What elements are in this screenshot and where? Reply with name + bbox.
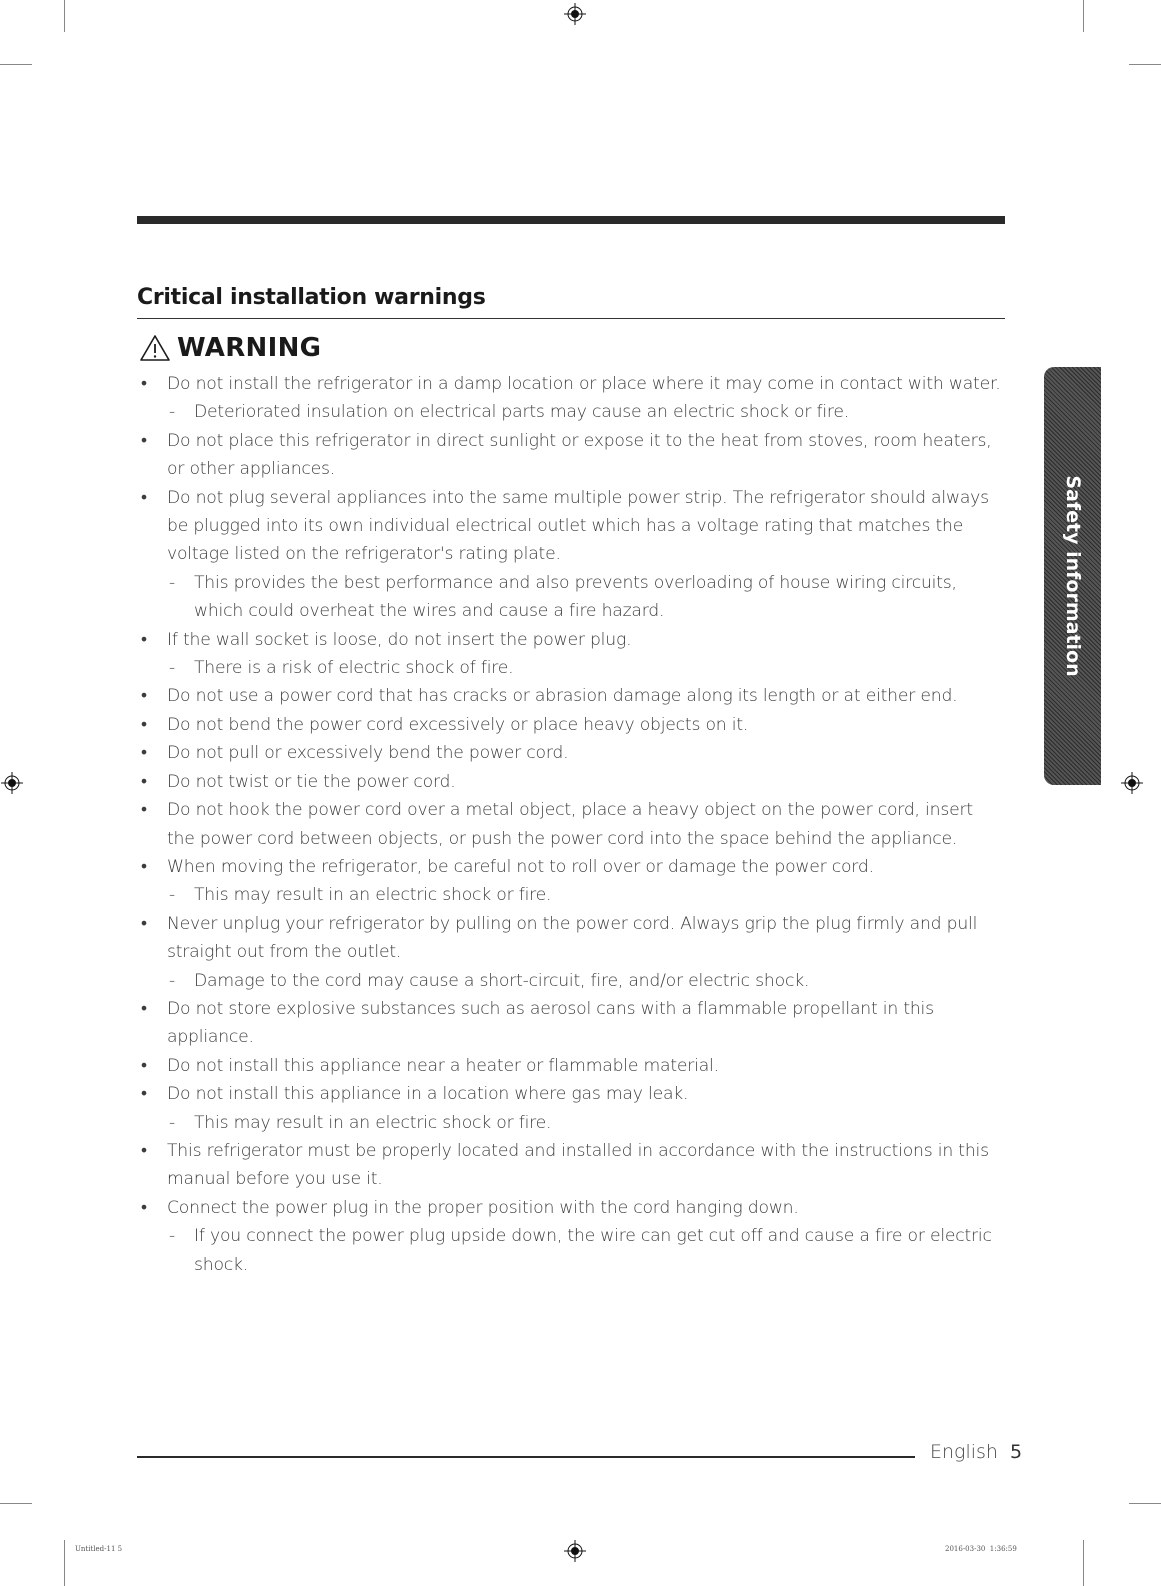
sub-item [137, 654, 1005, 682]
list-item [137, 910, 1005, 967]
registration-mark-icon [1121, 772, 1143, 794]
warning-heading [139, 333, 321, 363]
section-title: Critical installation warnings [137, 285, 486, 310]
sub-item [137, 569, 1005, 626]
list-item [137, 1137, 1005, 1194]
list-item [137, 1080, 1005, 1108]
crop-mark [1129, 1503, 1161, 1504]
bullet-marker: • [141, 1140, 147, 1161]
list-item-text: Do not place this refrigerator in direct sunlight or expose it to the heat from stoves, room heaters, or other appliances. [167, 430, 992, 480]
sub-item-text: If you connect the power plug upside down, the wire can get cut off and cause a fire or electric shock. [194, 1226, 992, 1275]
crop-mark [0, 1503, 32, 1504]
registration-mark-icon [564, 3, 586, 25]
registration-mark-icon [1, 772, 23, 794]
page-number: 5 [1010, 1441, 1023, 1463]
bullet-marker: • [141, 714, 147, 735]
list-item-text: Connect the power plug in the proper position with the cord hanging down. [167, 1197, 799, 1218]
warning-list [137, 370, 1005, 1279]
print-info-left: Untitled-11 5 [75, 1545, 123, 1553]
sub-item [137, 1222, 1005, 1279]
sub-item-marker: - [169, 970, 176, 991]
sub-item-marker: - [169, 572, 176, 593]
footer-rule [137, 1456, 915, 1458]
bullet-marker: • [141, 771, 147, 792]
list-item [137, 484, 1005, 569]
crop-mark [0, 64, 32, 65]
list-item [137, 370, 1005, 398]
sub-item-text: Deteriorated insulation on electrical parts may cause an electric shock or fire. [194, 402, 850, 423]
list-item [137, 1052, 1005, 1080]
sub-item-marker: - [169, 1112, 176, 1133]
sub-item [137, 1109, 1005, 1137]
bullet-marker: • [141, 913, 147, 934]
title-underline [137, 318, 1005, 319]
list-item [137, 1194, 1005, 1222]
bullet-marker: • [141, 374, 147, 394]
list-item-text: Do not bend the power cord excessively or place heavy objects on it. [167, 714, 749, 735]
crop-mark [1129, 64, 1161, 65]
sub-item-text: This may result in an electric shock or fire. [194, 885, 552, 906]
crop-mark [1083, 1540, 1084, 1586]
bullet-marker: • [141, 487, 147, 508]
footer-language: English [930, 1441, 998, 1463]
registration-mark-icon [564, 1540, 586, 1562]
list-item [137, 427, 1005, 484]
sub-item-marker: - [169, 658, 176, 679]
sub-item [137, 967, 1005, 995]
sub-item-text: This may result in an electric shock or fire. [194, 1112, 552, 1133]
bullet-marker: • [141, 856, 147, 877]
side-tab [1044, 367, 1101, 785]
list-item-text: Do not store explosive substances such as aerosol cans with a flammable propellant in this appliance. [167, 998, 934, 1048]
list-item-text: When moving the refrigerator, be careful not to roll over or damage the power cord. [167, 856, 874, 877]
warning-label: WARNING [177, 333, 322, 363]
list-item [137, 853, 1005, 881]
list-item-text: Do not install the refrigerator in a damp location or place where it may come in contact with water. [167, 374, 1001, 394]
sub-item-text: There is a risk of electric shock of fire. [194, 658, 514, 679]
bullet-marker: • [141, 1084, 147, 1105]
warning-triangle-icon [139, 334, 171, 362]
list-item [137, 626, 1005, 654]
bullet-marker: • [141, 686, 147, 707]
list-item-text: Do not pull or excessively bend the power cord. [167, 743, 569, 764]
side-tab-label: Safety information [1061, 475, 1084, 677]
list-item [137, 711, 1005, 739]
list-item-text: Do not hook the power cord over a metal object, place a heavy object on the power cord, insert the power cord between objects, or push the power cord into the space behind the appliance. [167, 800, 973, 849]
list-item-text: Do not plug several appliances into the same multiple power strip. The refrigerator should always be plugged into its own individual electrical outlet which has a voltage rating that matches the voltage listed on the refrigerator's rating plate. [167, 487, 989, 565]
bullet-marker: • [141, 430, 147, 451]
crop-mark [64, 1540, 65, 1586]
bullet-marker: • [141, 800, 147, 821]
bullet-marker: • [141, 629, 147, 650]
list-item [137, 739, 1005, 767]
list-item-text: Do not use a power cord that has cracks or abrasion damage along its length or at either end. [167, 686, 958, 707]
list-item [137, 682, 1005, 710]
header-rule [137, 216, 1005, 224]
list-item [137, 768, 1005, 796]
list-item-text: Do not install this appliance near a heater or flammable material. [167, 1055, 719, 1076]
sub-item-marker: - [169, 402, 176, 423]
list-item-text: Never unplug your refrigerator by pulling on the power cord. Always grip the plug firmly and pull straight out from the outlet. [167, 913, 978, 963]
list-item [137, 796, 1005, 853]
sub-item [137, 881, 1005, 909]
bullet-marker: • [141, 998, 147, 1019]
sub-item-text: Damage to the cord may cause a short-circuit, fire, and/or electric shock. [194, 970, 810, 991]
bullet-marker: • [141, 743, 147, 764]
sub-item-marker: - [169, 885, 176, 906]
list-item [137, 995, 1005, 1052]
list-item-text: Do not twist or tie the power cord. [167, 771, 456, 792]
bullet-marker: • [141, 1055, 147, 1076]
list-item-text: Do not install this appliance in a location where gas may leak. [167, 1084, 689, 1105]
sub-item [137, 398, 1005, 426]
bullet-marker: • [141, 1197, 147, 1218]
list-item-text: This refrigerator must be properly located and installed in accordance with the instructions in this manual before you use it. [167, 1140, 989, 1190]
sub-item-text: This provides the best performance and also prevents overloading of house wiring circuits, which could overheat the wires and cause a fire hazard. [194, 572, 957, 622]
crop-mark [64, 0, 65, 32]
sub-item-marker: - [169, 1226, 176, 1247]
print-info-right: 2016-03-30 ￼ 1:36:59 [945, 1545, 1017, 1553]
crop-mark [1083, 0, 1084, 32]
list-item-text: If the wall socket is loose, do not insert the power plug. [167, 629, 632, 650]
